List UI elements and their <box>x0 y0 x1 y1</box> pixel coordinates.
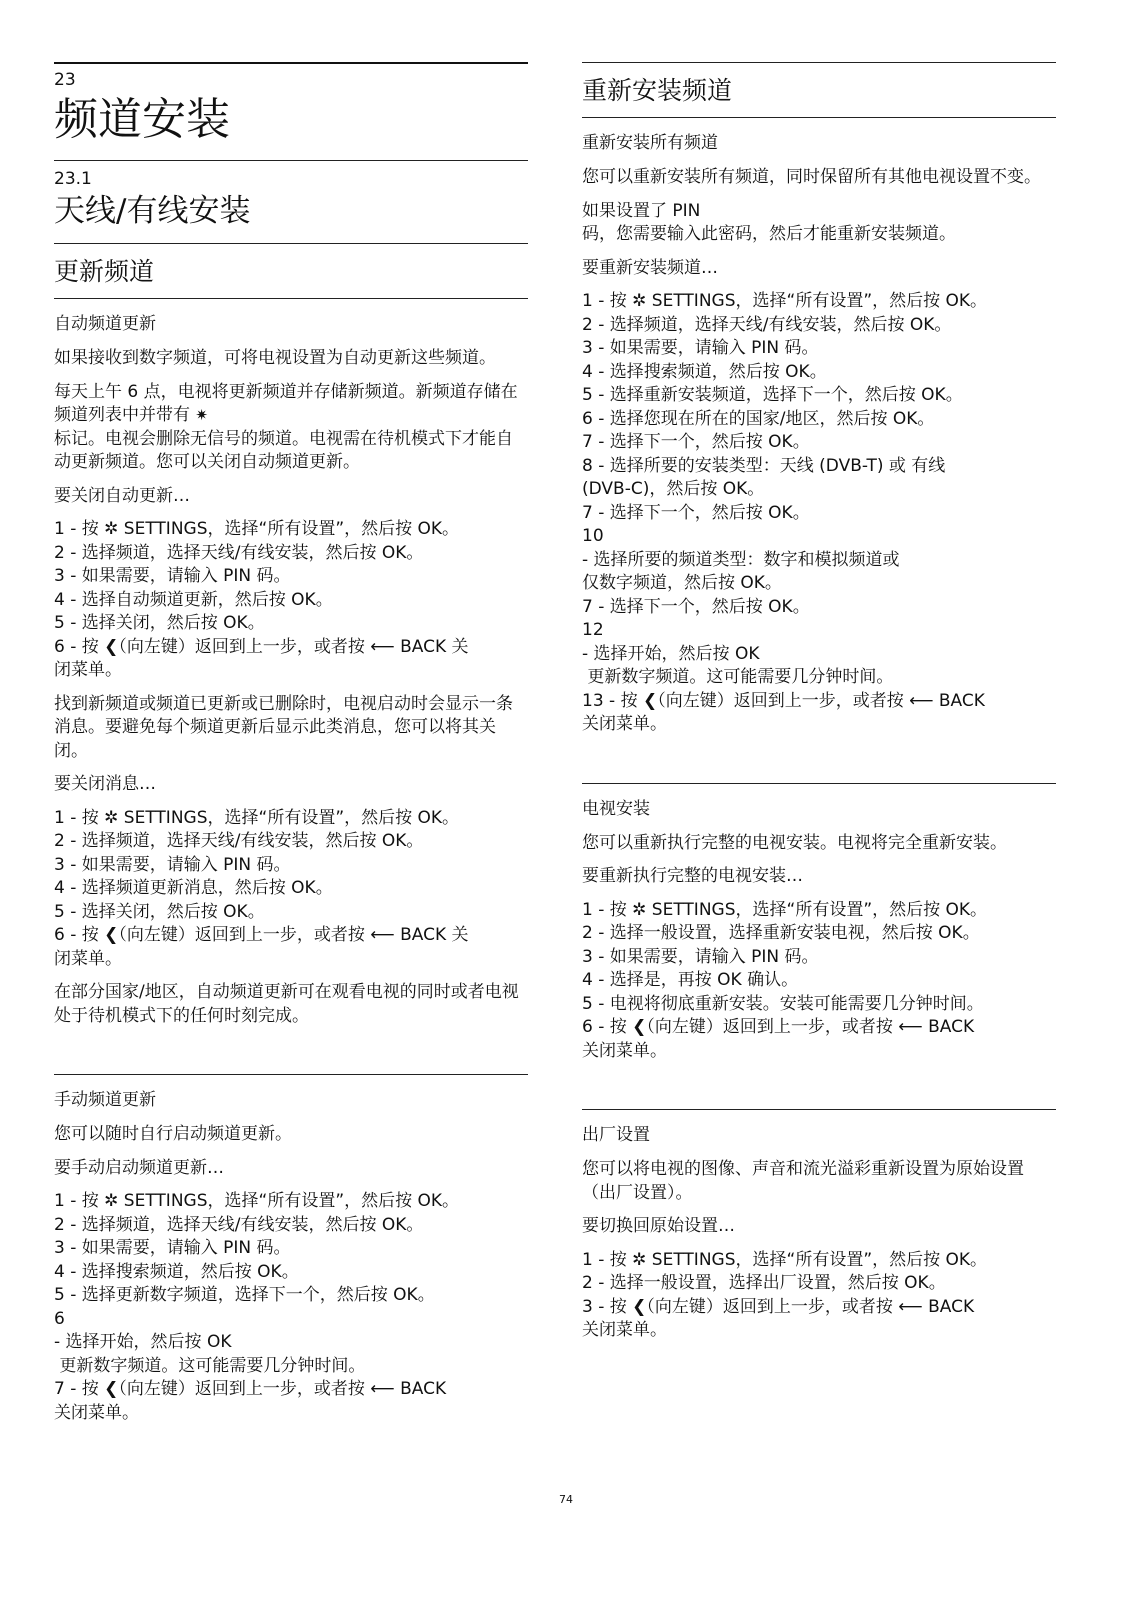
step: 8 - 选择所要的安装类型：天线 (DVB-T) 或 有线 <box>582 455 946 476</box>
manual-steps <box>54 1190 528 1425</box>
reinstall-p2a: 如果设置了 PIN <box>582 200 701 221</box>
auto-intro1: 要关闭自动更新… <box>54 485 190 506</box>
right-column <box>582 62 1056 1353</box>
step: 5 - 选择关闭，然后按 OK。 <box>54 613 265 633</box>
manual-update-heading: 手动频道更新 <box>54 1090 156 1110</box>
reinstall-p2 <box>582 200 1056 247</box>
chapter-rule <box>54 62 528 64</box>
step: 6 - 按 ❮（向左键）返回到上一步，或者按 ⟵ BACK <box>582 1017 975 1037</box>
page-number: 74 <box>559 1493 573 1506</box>
chapter-number: 23 <box>54 70 76 90</box>
manual-intro: 要手动启动频道更新… <box>54 1157 224 1178</box>
section-rule <box>54 160 528 161</box>
step: 1 - 按 ✲ SETTINGS，选择“所有设置”，然后按 OK。 <box>54 519 460 539</box>
factory-heading: 出厂设置 <box>582 1125 650 1145</box>
chapter-title: 频道安装 <box>54 94 230 145</box>
manual-p1: 您可以随时自行启动频道更新。 <box>54 1124 292 1144</box>
step: 2 - 选择一般设置，选择重新安装电视，然后按 OK。 <box>582 923 980 943</box>
step: 12 <box>582 620 604 640</box>
auto-p2a: 每天上午 6 点，电视将更新频道并存储新频道。新频道存储在频道列表中并带有 <box>54 381 518 425</box>
reinstall-p2b: 码，您需要输入此密码，然后才能重新安装频道。 <box>582 224 956 244</box>
step: 3 - 如果需要，请输入 PIN 码。 <box>582 338 819 358</box>
tv-install-p1: 您可以重新执行完整的电视安装。电视将完全重新安装。 <box>582 832 1007 853</box>
step: 5 - 选择更新数字频道，选择下一个，然后按 OK。 <box>54 1285 435 1305</box>
step: 2 - 选择频道，选择天线/有线安装，然后按 OK。 <box>54 542 424 563</box>
step: 更新数字频道。这可能需要几分钟时间。 <box>582 667 894 687</box>
reinstall-all-rule <box>582 117 1056 118</box>
factory-intro: 要切换回原始设置… <box>582 1216 735 1236</box>
update-heading: 更新频道 <box>54 257 155 286</box>
manual-rule <box>54 1074 528 1075</box>
step: 5 - 电视将彻底重新安装。安装可能需要几分钟时间。 <box>582 993 984 1014</box>
step: 2 - 选择频道，选择天线/有线安装，然后按 OK。 <box>54 1214 424 1235</box>
reinstall-all-heading: 重新安装所有频道 <box>582 133 718 153</box>
auto-p2b: 标记。电视会删除无信号的频道。电视需在待机模式下才能自动更新频道。您可以关闭自动频道更新。 <box>54 428 513 472</box>
step: 5 - 选择重新安装频道，选择下一个，然后按 OK。 <box>582 385 963 405</box>
section-number: 23.1 <box>54 169 92 189</box>
step: 更新数字频道。这可能需要几分钟时间。 <box>54 1355 366 1376</box>
step: 4 - 选择自动频道更新，然后按 OK。 <box>54 589 333 610</box>
auto-p4: 在部分国家/地区，自动频道更新可在观看电视的同时或者电视处于待机模式下的任何时刻完成。 <box>54 982 519 1026</box>
auto-steps2 <box>54 807 528 972</box>
auto-p3: 找到新频道或频道已更新或已删除时，电视启动时会显示一条消息。要避免每个频道更新后显示此类消息，您可以将其关闭。 <box>54 693 513 761</box>
step: 3 - 按 ❮（向左键）返回到上一步，或者按 ⟵ BACK <box>582 1296 975 1317</box>
factory-rule <box>582 1109 1056 1110</box>
step: 7 - 选择下一个，然后按 OK。 <box>582 502 810 523</box>
step: 1 - 按 ✲ SETTINGS，选择“所有设置”，然后按 OK。 <box>54 807 460 828</box>
step: 关闭菜单。 <box>582 714 667 734</box>
step: 2 - 选择频道，选择天线/有线安装，然后按 OK。 <box>582 314 952 335</box>
tv-install-steps <box>582 899 1056 1064</box>
reinstall-intro: 要重新安装频道… <box>582 257 718 278</box>
step: 关闭菜单。 <box>582 1320 667 1340</box>
factory-p1: 您可以将电视的图像、声音和流光溢彩重新设置为原始设置（出厂设置）。 <box>582 1159 1024 1203</box>
section-title: 天线/有线安装 <box>54 193 251 229</box>
step: 6 - 按 ❮（向左键）返回到上一步，或者按 ⟵ BACK 关闭菜单。 <box>54 925 469 969</box>
factory-steps <box>582 1249 1056 1343</box>
auto-steps1 <box>54 518 528 683</box>
step: 3 - 如果需要，请输入 PIN 码。 <box>54 566 291 586</box>
step: 关闭菜单。 <box>54 1402 139 1423</box>
step: 4 - 选择搜索频道，然后按 OK。 <box>54 1261 299 1282</box>
reinstall-heading: 重新安装频道 <box>582 76 733 105</box>
step: 7 - 按 ❮（向左键）返回到上一步，或者按 ⟵ BACK <box>54 1379 447 1399</box>
update-rule <box>54 243 528 244</box>
auto-rule <box>54 298 528 299</box>
reinstall-rule <box>582 62 1056 63</box>
step: 6 - 按 ❮（向左键）返回到上一步，或者按 ⟵ BACK 关闭菜单。 <box>54 636 469 680</box>
step: 1 - 按 ✲ SETTINGS，选择“所有设置”，然后按 OK。 <box>582 899 988 920</box>
auto-update-heading: 自动频道更新 <box>54 314 156 334</box>
step: 1 - 按 ✲ SETTINGS，选择“所有设置”，然后按 OK。 <box>54 1191 460 1211</box>
step: 6 - 选择您现在所在的国家/地区，然后按 OK。 <box>582 408 935 429</box>
step: 关闭菜单。 <box>582 1040 667 1061</box>
auto-p1: 如果接收到数字频道，可将电视设置为自动更新这些频道。 <box>54 348 496 368</box>
star-icon: ✷ <box>195 406 208 424</box>
step: 1 - 按 ✲ SETTINGS，选择“所有设置”，然后按 OK。 <box>582 1249 988 1270</box>
tv-install-intro: 要重新执行完整的电视安装… <box>582 866 803 886</box>
step: 7 - 选择下一个，然后按 OK。 <box>582 596 810 617</box>
step: 3 - 如果需要，请输入 PIN 码。 <box>54 1238 291 1258</box>
reinstall-steps <box>582 290 1056 737</box>
step: 4 - 选择是，再按 OK 确认。 <box>582 970 799 990</box>
step: 4 - 选择搜索频道，然后按 OK。 <box>582 361 827 382</box>
step: 仅数字频道，然后按 OK。 <box>582 573 782 593</box>
step: 10 <box>582 526 604 546</box>
step: (DVB-C)，然后按 OK。 <box>582 479 765 499</box>
reinstall-p1: 您可以重新安装所有频道，同时保留所有其他电视设置不变。 <box>582 167 1041 187</box>
step: - 选择开始，然后按 OK <box>54 1332 232 1352</box>
step: 2 - 选择一般设置，选择出厂设置，然后按 OK。 <box>582 1273 946 1293</box>
step: 3 - 如果需要，请输入 PIN 码。 <box>582 946 819 967</box>
tv-install-rule <box>582 783 1056 784</box>
step: - 选择所要的频道类型：数字和模拟频道或 <box>582 549 900 570</box>
step: 13 - 按 ❮（向左键）返回到上一步，或者按 ⟵ BACK <box>582 690 985 711</box>
step: 2 - 选择频道，选择天线/有线安装，然后按 OK。 <box>54 831 424 851</box>
step: 6 <box>54 1308 65 1329</box>
step: 4 - 选择频道更新消息，然后按 OK。 <box>54 878 333 898</box>
auto-p2 <box>54 381 528 475</box>
auto-intro2: 要关闭消息… <box>54 774 156 794</box>
left-column <box>54 62 528 1435</box>
step: 7 - 选择下一个，然后按 OK。 <box>582 432 810 452</box>
tv-install-heading: 电视安装 <box>582 798 650 819</box>
step: 5 - 选择关闭，然后按 OK。 <box>54 901 265 922</box>
step: 1 - 按 ✲ SETTINGS，选择“所有设置”，然后按 OK。 <box>582 291 988 311</box>
step: - 选择开始，然后按 OK <box>582 643 760 664</box>
step: 3 - 如果需要，请输入 PIN 码。 <box>54 854 291 875</box>
